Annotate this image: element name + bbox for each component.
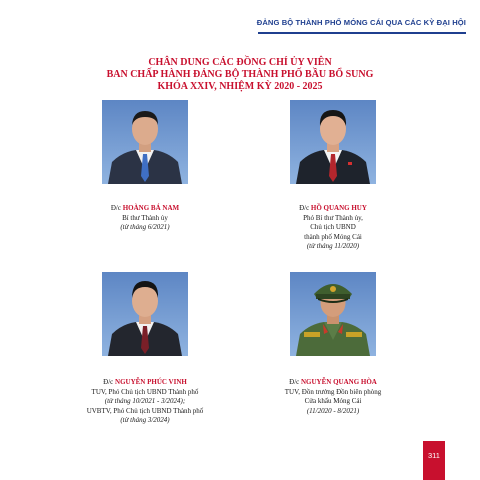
member-position: thành phố Móng Cái bbox=[304, 232, 362, 241]
caption-nguyen-quang-hoa bbox=[233, 378, 433, 416]
member-term: (từ tháng 3/2024) bbox=[120, 416, 170, 425]
member-position: UVBTV, Phó Chủ tịch UBND Thành phố bbox=[86, 406, 204, 415]
member-name: NGUYỄN PHÚC VINH bbox=[115, 378, 187, 386]
member-term: (từ tháng 6/2021) bbox=[120, 223, 170, 232]
portrait-nguyen-quang-hoa bbox=[290, 272, 376, 356]
member-name: HOÀNG BÁ NAM bbox=[122, 204, 180, 212]
member-name-line: Đ/c NGUYỄN PHÚC VINH bbox=[103, 378, 187, 386]
title-line-1: CHÂN DUNG CÁC ĐỒNG CHÍ ỦY VIÊN bbox=[148, 57, 332, 68]
portrait-nguyen-phuc-vinh bbox=[102, 272, 188, 356]
member-name: NGUYỄN QUANG HÒA bbox=[301, 378, 377, 386]
member-name-line: Đ/c HỒ QUANG HUY bbox=[299, 204, 367, 212]
title-line-3: KHÓA XXIV, NHIỆM KỲ 2020 - 2025 bbox=[157, 81, 323, 92]
caption-ho-quang-huy bbox=[233, 204, 433, 252]
member-name: HỒ QUANG HUY bbox=[310, 204, 367, 212]
caption-nguyen-phuc-vinh bbox=[45, 378, 245, 426]
member-name-line: Đ/c NGUYỄN QUANG HÒA bbox=[289, 378, 377, 386]
header-rule bbox=[258, 32, 466, 34]
member-position: Phó Bí thư Thành ủy, bbox=[303, 213, 363, 222]
member-term: (từ tháng 10/2021 - 3/2024); bbox=[104, 397, 186, 406]
member-position: TUV, Đồn trưởng Đồn biên phòng bbox=[284, 387, 382, 396]
member-position: Bí thư Thành ủy bbox=[122, 213, 168, 222]
portrait-ho-quang-huy bbox=[290, 100, 376, 184]
member-name-line: Đ/c HOÀNG BÁ NAM bbox=[110, 204, 180, 212]
member-term: (11/2020 - 8/2021) bbox=[306, 406, 360, 415]
member-position: Chủ tịch UBND bbox=[310, 223, 356, 232]
portrait-hoang-ba-nam bbox=[102, 100, 188, 184]
caption-hoang-ba-nam bbox=[45, 204, 245, 233]
member-position: TUV, Phó Chủ tịch UBND Thành phố bbox=[91, 387, 199, 396]
page-number: 311 bbox=[428, 451, 440, 460]
member-position: Cửa khẩu Móng Cái bbox=[304, 397, 362, 406]
title-line-2: BAN CHẤP HÀNH ĐẢNG BỘ THÀNH PHỐ BẦU BỔ SUNG bbox=[106, 69, 374, 80]
member-term: (từ tháng 11/2020) bbox=[306, 242, 360, 251]
running-header: ĐẢNG BỘ THÀNH PHỐ MÓNG CÁI QUA CÁC KỲ ĐẠI HỘI bbox=[256, 18, 466, 27]
page-title bbox=[0, 57, 480, 93]
page-number-tab bbox=[423, 441, 445, 480]
